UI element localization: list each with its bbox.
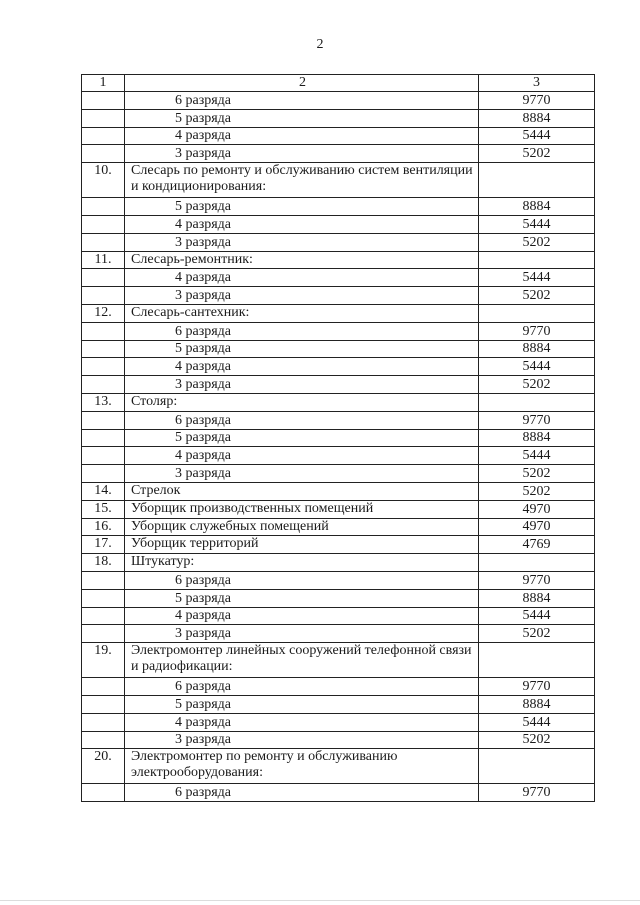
row-number-cell [82, 695, 125, 713]
row-number-cell [82, 429, 125, 447]
table-row-item [82, 643, 595, 678]
row-number-cell [82, 233, 125, 251]
row-name-cell: 5 разряда [125, 429, 479, 447]
row-number-cell: 13. [82, 393, 125, 411]
row-name-cell: 5 разряда [125, 695, 479, 713]
row-name-cell: 6 разряда [125, 322, 479, 340]
row-name-cell: Уборщик производственных помещений [125, 500, 479, 518]
row-number-cell [82, 322, 125, 340]
row-value-cell: 5444 [479, 447, 595, 465]
row-value-cell: 8884 [479, 109, 595, 127]
table-row-subitem [82, 625, 595, 643]
row-value-cell: 8884 [479, 340, 595, 358]
row-number-cell [82, 92, 125, 110]
row-value-cell: 5444 [479, 607, 595, 625]
row-number-cell [82, 411, 125, 429]
row-number-cell: 16. [82, 518, 125, 536]
table-row-subitem [82, 322, 595, 340]
row-number-cell: 12. [82, 304, 125, 322]
row-number-cell [82, 571, 125, 589]
table-row-item [82, 163, 595, 198]
table-row-item [82, 518, 595, 536]
row-name-cell: 5 разряда [125, 109, 479, 127]
row-number-cell [82, 465, 125, 483]
row-number-cell [82, 145, 125, 163]
row-number-cell: 18. [82, 554, 125, 572]
row-name-cell: 4 разряда [125, 215, 479, 233]
row-number-cell: 20. [82, 749, 125, 784]
row-name-cell: 3 разряда [125, 233, 479, 251]
table-row-subitem [82, 109, 595, 127]
row-value-cell: 8884 [479, 198, 595, 216]
column-header-3: 3 [479, 75, 595, 92]
table-row-subitem [82, 678, 595, 696]
row-value-cell: 9770 [479, 784, 595, 802]
row-name-cell: 4 разряда [125, 607, 479, 625]
table-row-subitem [82, 731, 595, 749]
row-name-cell: Штукатур: [125, 554, 479, 572]
table-row-item [82, 304, 595, 322]
row-value-cell: 9770 [479, 92, 595, 110]
table-row-subitem [82, 695, 595, 713]
row-name-cell: 4 разряда [125, 358, 479, 376]
table-header-row [82, 75, 595, 92]
table-row-subitem [82, 465, 595, 483]
row-value-cell [479, 554, 595, 572]
row-value-cell: 5202 [479, 465, 595, 483]
row-name-cell: Слесарь-сантехник: [125, 304, 479, 322]
row-name-cell: 4 разряда [125, 127, 479, 145]
row-name-cell: 3 разряда [125, 376, 479, 394]
row-number-cell [82, 784, 125, 802]
row-value-cell [479, 393, 595, 411]
row-name-cell: 3 разряда [125, 731, 479, 749]
row-number-cell [82, 589, 125, 607]
page-number: 2 [316, 37, 324, 52]
row-number-cell [82, 340, 125, 358]
row-value-cell: 9770 [479, 411, 595, 429]
wage-table-body [82, 75, 595, 802]
row-value-cell: 5202 [479, 233, 595, 251]
row-number-cell [82, 376, 125, 394]
row-value-cell [479, 304, 595, 322]
table-row-subitem [82, 92, 595, 110]
row-value-cell [479, 251, 595, 269]
row-name-cell: 4 разряда [125, 713, 479, 731]
row-value-cell: 9770 [479, 571, 595, 589]
row-name-cell: Слесарь-ремонтник: [125, 251, 479, 269]
table-row-item [82, 554, 595, 572]
row-value-cell [479, 163, 595, 198]
table-row-subitem [82, 447, 595, 465]
row-value-cell: 5202 [479, 376, 595, 394]
row-number-cell: 15. [82, 500, 125, 518]
table-row-subitem [82, 589, 595, 607]
table-row-subitem [82, 713, 595, 731]
row-value-cell: 5202 [479, 625, 595, 643]
table-row-item [82, 251, 595, 269]
row-value-cell: 5202 [479, 145, 595, 163]
table-row-subitem [82, 429, 595, 447]
page-edge-line [0, 900, 640, 901]
row-name-cell: Электромонтер по ремонту и обслуживанию электрооборудования: [125, 749, 479, 784]
row-value-cell [479, 749, 595, 784]
table-row-item [82, 500, 595, 518]
row-number-cell [82, 127, 125, 145]
row-name-cell: 3 разряда [125, 145, 479, 163]
row-number-cell: 10. [82, 163, 125, 198]
row-number-cell [82, 215, 125, 233]
column-header-1: 1 [82, 75, 125, 92]
row-number-cell [82, 625, 125, 643]
row-value-cell: 5444 [479, 269, 595, 287]
row-name-cell: 6 разряда [125, 92, 479, 110]
row-number-cell [82, 607, 125, 625]
row-value-cell: 4970 [479, 500, 595, 518]
row-name-cell: Столяр: [125, 393, 479, 411]
row-name-cell: 5 разряда [125, 589, 479, 607]
row-number-cell: 17. [82, 536, 125, 554]
row-number-cell: 14. [82, 482, 125, 500]
table-row-subitem [82, 411, 595, 429]
row-name-cell: 4 разряда [125, 269, 479, 287]
row-value-cell: 5444 [479, 127, 595, 145]
row-value-cell: 4769 [479, 536, 595, 554]
column-header-2: 2 [125, 75, 479, 92]
row-value-cell: 4970 [479, 518, 595, 536]
row-name-cell: 3 разряда [125, 465, 479, 483]
row-value-cell: 8884 [479, 589, 595, 607]
table-row-subitem [82, 376, 595, 394]
row-value-cell: 9770 [479, 322, 595, 340]
row-name-cell: Электромонтер линейных сооружений телефонной связи и радиофикации: [125, 643, 479, 678]
table-row-subitem [82, 269, 595, 287]
table-row-subitem [82, 358, 595, 376]
table-row-subitem [82, 127, 595, 145]
table-row-item [82, 482, 595, 500]
wage-table [81, 74, 595, 802]
row-value-cell: 5202 [479, 287, 595, 305]
row-number-cell [82, 713, 125, 731]
row-name-cell: 4 разряда [125, 447, 479, 465]
row-value-cell: 5444 [479, 713, 595, 731]
row-number-cell [82, 678, 125, 696]
row-number-cell [82, 109, 125, 127]
row-name-cell: Стрелок [125, 482, 479, 500]
row-number-cell [82, 447, 125, 465]
row-name-cell: 3 разряда [125, 625, 479, 643]
table-row-subitem [82, 784, 595, 802]
row-value-cell: 5444 [479, 358, 595, 376]
row-value-cell: 5202 [479, 731, 595, 749]
row-name-cell: 6 разряда [125, 571, 479, 589]
row-value-cell: 8884 [479, 695, 595, 713]
row-name-cell: 3 разряда [125, 287, 479, 305]
table-row-subitem [82, 233, 595, 251]
row-number-cell [82, 287, 125, 305]
table-row-subitem [82, 287, 595, 305]
row-value-cell: 8884 [479, 429, 595, 447]
row-name-cell: 5 разряда [125, 340, 479, 358]
table-row-subitem [82, 215, 595, 233]
table-row-item [82, 536, 595, 554]
row-name-cell: Уборщик служебных помещений [125, 518, 479, 536]
table-row-item [82, 393, 595, 411]
row-name-cell: 5 разряда [125, 198, 479, 216]
row-number-cell [82, 731, 125, 749]
row-number-cell [82, 198, 125, 216]
row-value-cell [479, 643, 595, 678]
row-value-cell: 9770 [479, 678, 595, 696]
table-row-subitem [82, 198, 595, 216]
table-row-subitem [82, 607, 595, 625]
table-row-item [82, 749, 595, 784]
row-name-cell: 6 разряда [125, 411, 479, 429]
row-number-cell: 19. [82, 643, 125, 678]
row-number-cell [82, 358, 125, 376]
row-name-cell: 6 разряда [125, 678, 479, 696]
table-row-subitem [82, 340, 595, 358]
row-number-cell [82, 269, 125, 287]
row-name-cell: Слесарь по ремонту и обслуживанию систем вентиляции и кондиционирования: [125, 163, 479, 198]
row-value-cell: 5202 [479, 482, 595, 500]
table-row-subitem [82, 571, 595, 589]
table-row-subitem [82, 145, 595, 163]
row-name-cell: Уборщик территорий [125, 536, 479, 554]
row-number-cell: 11. [82, 251, 125, 269]
row-name-cell: 6 разряда [125, 784, 479, 802]
row-value-cell: 5444 [479, 215, 595, 233]
